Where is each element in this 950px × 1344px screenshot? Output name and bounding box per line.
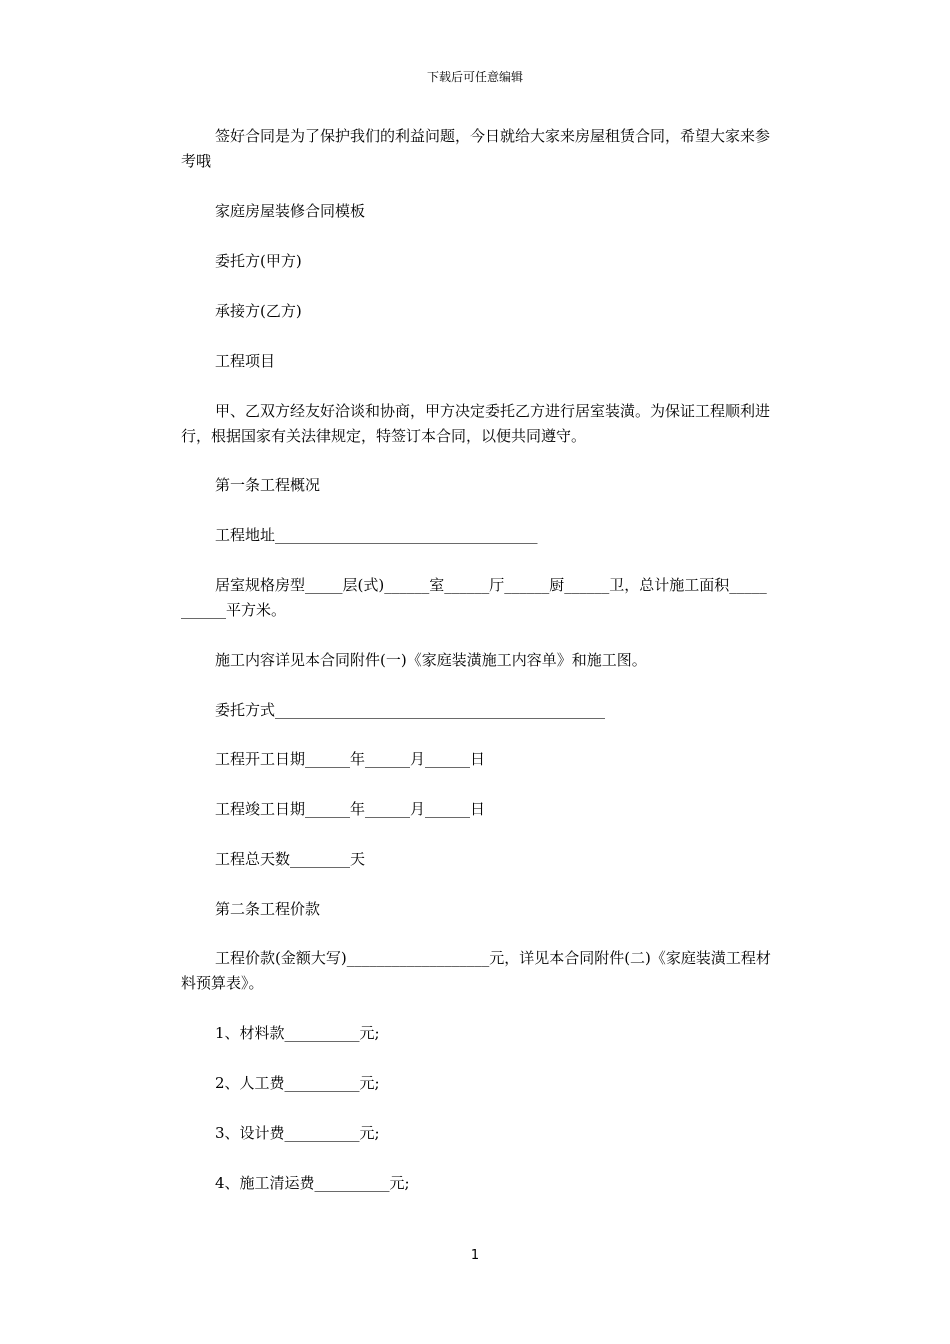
project-price-paragraph: 工程价款(金额大写)___________________元，详见本合同附件(二)《家庭装潢工程材料预算表》。 — [181, 949, 771, 992]
total-days-line: 工程总天数________天 — [215, 850, 366, 868]
design-fee-line: 3、设计费__________元; — [215, 1124, 380, 1142]
commission-method-line: 委托方式____________________________________________ — [215, 701, 606, 719]
material-cost-line: 1、材料款__________元; — [215, 1024, 380, 1042]
intro-paragraph: 签好合同是为了保护我们的利益问题，今日就给大家来房屋租赁合同，希望大家来参考哦 — [181, 127, 771, 170]
article-2-heading: 第二条工程价款 — [215, 900, 321, 918]
construction-content-line: 施工内容详见本合同附件(一)《家庭装潢施工内容单》和施工图。 — [215, 651, 647, 669]
project-address-line: 工程地址___________________________________ — [215, 526, 538, 544]
article-1-heading: 第一条工程概况 — [215, 476, 321, 494]
room-spec-paragraph: 居室规格房型_____层(式)______室______厅______厨______卫，总计施工面积___________平方米。 — [181, 576, 767, 619]
start-date-line: 工程开工日期______年______月______日 — [215, 750, 486, 768]
contract-title: 家庭房屋装修合同模板 — [215, 202, 366, 220]
party-b-line: 承接方(乙方) — [215, 302, 302, 320]
labor-cost-line: 2、人工费__________元; — [215, 1074, 380, 1092]
page-header: 下载后可任意编辑 — [426, 70, 523, 84]
project-heading: 工程项目 — [215, 352, 276, 370]
preamble-paragraph: 甲、乙双方经友好洽谈和协商，甲方决定委托乙方进行居室装潢。为保证工程顺利进行，根据国家有关法律规定，特签订本合同，以便共同遵守。 — [181, 402, 771, 445]
party-a-line: 委托方(甲方) — [215, 252, 302, 270]
page-number: 1 — [470, 1248, 480, 1263]
completion-date-line: 工程竣工日期______年______月______日 — [215, 800, 486, 818]
cleanup-fee-line: 4、施工清运费__________元; — [215, 1174, 410, 1192]
